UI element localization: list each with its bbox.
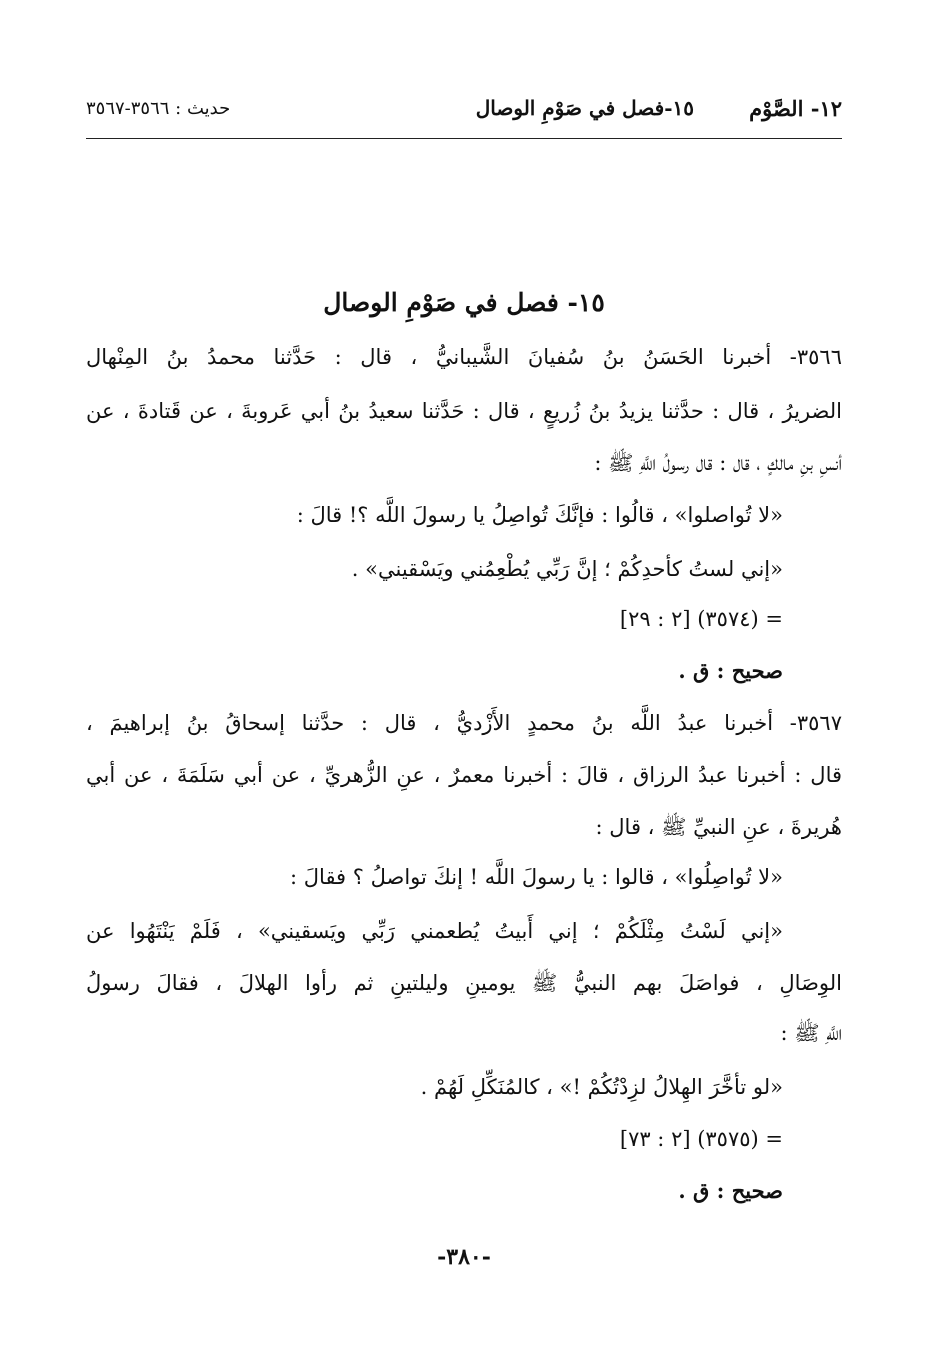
header-divider xyxy=(86,138,842,139)
hadith-3566-line-5: «إني لستُ كأحدِكُمْ ؛ إنَّ رَبِّي يُطْعِمُني ويَسْقيني» . xyxy=(351,557,783,581)
header-chapter: ١٢- الصَّوْم xyxy=(749,96,842,121)
hadith-3567-grade: صحيح : ق . xyxy=(678,1178,783,1203)
section-title: ١٥- فصل في صَوْمِ الوصال xyxy=(323,288,605,317)
hadith-3566-reference: = (٣٥٧٤) [٢ : ٢٩] xyxy=(619,607,783,631)
hadith-3566-line-1: ٣٥٦٦- أخبرنا الحَسَنُ بنُ سُفيانَ الشَّيبانيُّ ، قال : حَدَّثنا محمدُ بنُ المِنْهال xyxy=(86,345,842,369)
hadith-3567-line-4: «لا تُواصِلُوا» ، قالوا : يا رسولَ اللَّه ! إنكَ تواصلُ ؟ فقالَ : xyxy=(290,865,783,889)
hadith-3567-line-1: ٣٥٦٧- أخبرنا عبدُ اللَّه بنُ محمدٍ الأَزْديُّ ، قال : حدَّثنا إسحاقُ بنُ إبراهيمَ ، xyxy=(86,711,842,735)
hadith-3567-line-5: «إني لَسْتُ مِثْلَكُمْ ؛ إني أَبيتُ يُطعمني رَبِّي ويَسقيني» ، فَلَمْ يَنْتَهُوا عن xyxy=(86,919,783,943)
hadith-3567-line-3: هُريرةَ ، عنِ النبيِّ ﷺ ، قال : xyxy=(595,815,842,839)
header-hadith-range: حديث : ٣٥٦٦-٣٥٦٧ xyxy=(86,98,231,119)
hadith-3566-line-3: أنسِ بنِ مالكٍ ، قال : قال رسولُ اللَّهِ ﷺ : xyxy=(594,451,842,475)
hadith-3567-reference: = (٣٥٧٥) [٢ : ٧٣] xyxy=(619,1127,783,1151)
hadith-3566-line-2: الضريرُ ، قال : حدَّثنا يزيدُ بنُ زُريعٍ ، قال : حَدَّثنا سعيدُ بنُ أبي عَروبةَ ، عن قَتادةَ ، عن xyxy=(86,399,842,423)
header-section: ١٥-فصل في صَوْمِ الوصال xyxy=(475,96,694,120)
hadith-3567-line-8: «لو تأخَّرَ الهِلالُ لزِدْتُكُمْ !» ، كالمُنَكِّلِ لَهُمْ . xyxy=(420,1075,783,1099)
page-number: -٣٨٠- xyxy=(437,1244,491,1270)
hadith-3566-line-4: «لا تُواصلوا» ، قالُوا : فإنَّكَ تُواصِلُ يا رسولَ اللَّه ؟! قالَ : xyxy=(296,503,783,527)
hadith-3567-line-6: الوِصَالِ ، فواصَلَ بهم النبيُّ ﷺ يومينِ وليلتينِ ثم رأوا الهلالَ ، فقالَ رسولُ xyxy=(86,971,842,995)
hadith-3567-line-7: اللَّهِ ﷺ : xyxy=(780,1021,842,1045)
hadith-3567-line-2: قال : أخبرنا عبدُ الرزاق ، قالَ : أخبرنا معمرٌ ، عنِ الزُّهريِّ ، عن أبي سَلَمَةَ ، عن أبي xyxy=(86,763,842,787)
running-header xyxy=(86,96,842,136)
hadith-3566-grade: صحيح : ق . xyxy=(678,658,783,683)
